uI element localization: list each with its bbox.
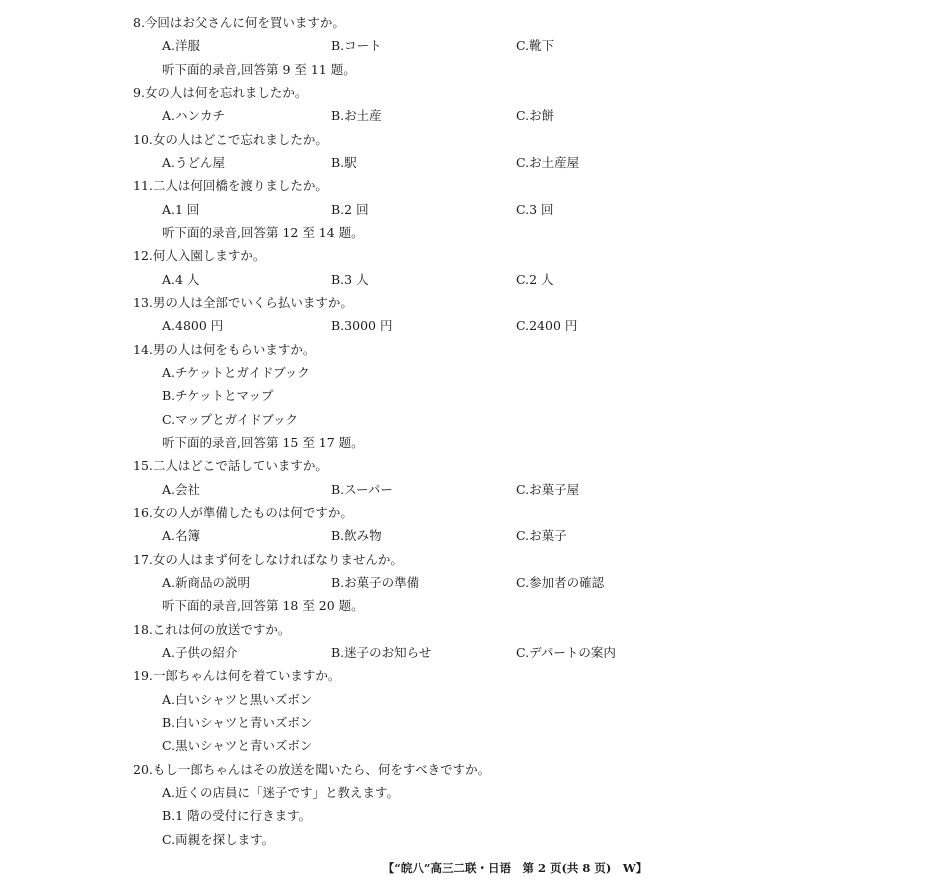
option-a: A.新商品の説明 — [162, 574, 251, 590]
question-text: 14.男の人は何をもらいますか。 — [133, 341, 316, 357]
option-line — [0, 363, 950, 383]
option-line — [0, 736, 950, 756]
listening-instruction: 听下面的录音,回答第 12 至 14 题。 — [162, 225, 364, 240]
option-text: C.黒いシャツと青いズボン — [162, 738, 313, 754]
question-text: 16.女の人が準備したものは何ですか。 — [133, 504, 353, 520]
question-text: 12.何人入園しますか。 — [133, 248, 266, 264]
option-line — [0, 713, 950, 733]
option-b: B.2 回 — [331, 201, 369, 217]
option-b: B.3000 円 — [331, 318, 393, 334]
option-a: A.4 人 — [162, 271, 200, 287]
option-line — [0, 410, 950, 430]
option-a: A.子供の紹介 — [162, 644, 238, 660]
option-c: C.3 回 — [516, 201, 554, 217]
option-a: A.名簿 — [162, 528, 201, 544]
option-line — [0, 830, 950, 850]
question-line — [0, 550, 950, 570]
option-b: B.迷子のお知らせ — [331, 644, 432, 660]
question-line — [0, 176, 950, 196]
question-line — [0, 620, 950, 640]
question-line — [0, 456, 950, 476]
option-a: A.うどん屋 — [162, 155, 226, 170]
option-text: B.白いシャツと青いズボン — [162, 714, 313, 730]
listening-instruction-line — [0, 223, 950, 243]
option-text: A.近くの店員に「迷子です」と教えます。 — [162, 784, 400, 800]
question-text: 18.これは何の放送ですか。 — [133, 621, 291, 637]
option-text: B.1 階の受付に行きます。 — [162, 808, 312, 824]
option-b: B.コート — [331, 38, 382, 54]
option-a: A.ハンカチ — [162, 108, 226, 124]
question-line — [0, 130, 950, 150]
options-row — [0, 106, 950, 126]
listening-instruction: 听下面的录音,回答第 9 至 11 题。 — [162, 61, 356, 77]
question-text: 19.一郎ちゃんは何を着ていますか。 — [133, 668, 341, 684]
question-text: 11.二人は何回橋を渡りましたか。 — [133, 178, 328, 194]
option-line — [0, 690, 950, 710]
question-text: 9.女の人は何を忘れましたか。 — [133, 85, 308, 100]
options-row — [0, 200, 950, 220]
option-b: B.スーパー — [331, 481, 393, 497]
option-c: C.お菓子屋 — [516, 481, 580, 497]
option-a: A.4800 円 — [162, 318, 224, 334]
listening-instruction-line — [0, 596, 950, 616]
option-b: B.駅 — [331, 155, 357, 170]
options-row — [0, 316, 950, 336]
option-b: B.お菓子の準備 — [331, 574, 420, 590]
options-row — [0, 270, 950, 290]
question-line — [0, 246, 950, 266]
options-row — [0, 36, 950, 56]
question-text: 13.男の人は全部でいくら払いますか。 — [133, 295, 353, 310]
option-c: C.お土産屋 — [516, 155, 580, 170]
listening-instruction: 听下面的录音,回答第 15 至 17 题。 — [162, 434, 364, 450]
option-text: A.白いシャツと黒いズボン — [162, 691, 313, 707]
question-text: 20.もし一郎ちゃんはその放送を聞いたら、何をすべきですか。 — [133, 761, 491, 777]
option-c: C.お餅 — [516, 108, 555, 124]
listening-instruction-line — [0, 433, 950, 453]
question-text: 10.女の人はどこで忘れましたか。 — [133, 131, 328, 147]
option-c: C.お菓子 — [516, 528, 567, 544]
listening-instruction-line — [0, 60, 950, 80]
question-line — [0, 666, 950, 686]
option-c: C.2 人 — [516, 271, 554, 287]
option-c: C.2400 円 — [516, 318, 578, 334]
question-line — [0, 760, 950, 780]
question-line — [0, 83, 950, 103]
option-a: A.1 回 — [162, 201, 200, 217]
option-line — [0, 783, 950, 803]
option-text: C.マップとガイドブック — [162, 411, 298, 427]
option-line — [0, 806, 950, 826]
option-text: B.チケットとマップ — [162, 388, 274, 404]
question-line — [0, 340, 950, 360]
option-c: C.デパートの案内 — [516, 644, 616, 660]
question-line — [0, 293, 950, 313]
option-b: B.お土産 — [331, 108, 382, 124]
options-row — [0, 573, 950, 593]
options-row — [0, 480, 950, 500]
question-line — [0, 503, 950, 523]
question-line — [0, 13, 950, 33]
question-text: 17.女の人はまず何をしなければなりませんか。 — [133, 551, 403, 567]
option-c: C.参加者の確認 — [516, 574, 605, 590]
option-line — [0, 386, 950, 406]
option-a: A.会社 — [162, 481, 201, 497]
option-b: B.飲み物 — [331, 528, 382, 544]
options-row — [0, 643, 950, 663]
option-b: B.3 人 — [331, 271, 369, 287]
page-footer: 【“皖八”高三二联・日语 第 2 页(共 8 页) W】 — [382, 861, 648, 875]
option-text: C.両親を探します。 — [162, 831, 275, 847]
options-row — [0, 153, 950, 173]
option-a: A.洋服 — [162, 38, 201, 54]
options-row — [0, 526, 950, 546]
question-text: 8.今回はお父さんに何を買いますか。 — [133, 15, 345, 30]
option-c: C.靴下 — [516, 38, 555, 54]
listening-instruction: 听下面的录音,回答第 18 至 20 题。 — [162, 598, 364, 614]
option-text: A.チケットとガイドブック — [162, 364, 310, 380]
question-text: 15.二人はどこで話していますか。 — [133, 458, 328, 474]
